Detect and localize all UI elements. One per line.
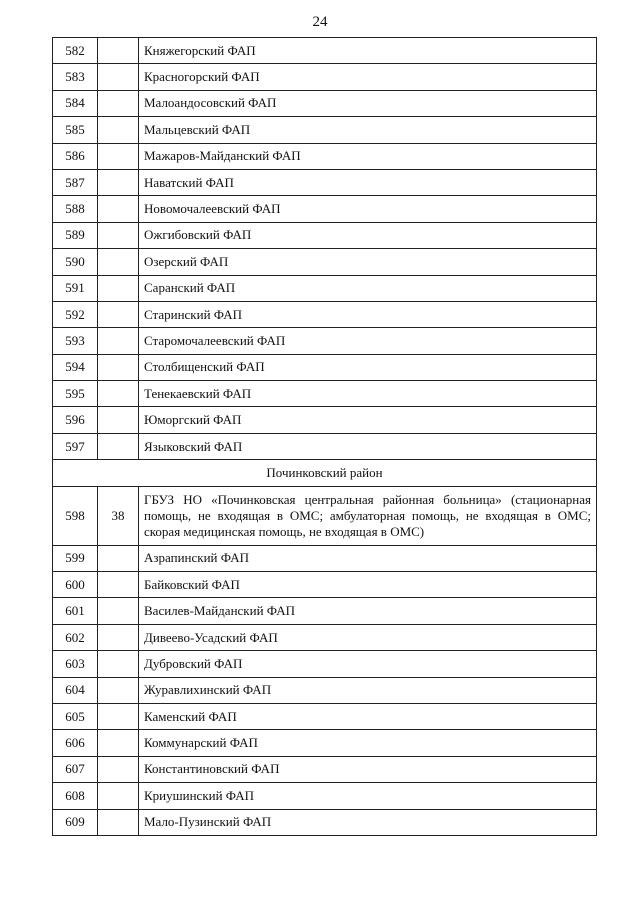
table-row — [53, 756, 597, 782]
row-number: 601 — [53, 598, 98, 624]
row-number: 600 — [53, 572, 98, 598]
row-name: Журавлихинский ФАП — [139, 677, 597, 703]
table-row — [53, 572, 597, 598]
row-code — [98, 545, 139, 571]
row-code — [98, 222, 139, 248]
row-name: ГБУЗ НО «Починковская центральная районная больница» (стационарная помощь, не входящая в ОМС; амбулаторная помощь, не входящая в ОМС; скорая медицинская помощь, не входящая в ОМС) — [139, 486, 597, 545]
row-code — [98, 143, 139, 169]
row-code: 38 — [98, 486, 139, 545]
table-body-bottom — [53, 545, 597, 835]
row-name: Мажаров-Майданский ФАП — [139, 143, 597, 169]
table-row — [53, 222, 597, 248]
row-number: 594 — [53, 354, 98, 380]
row-name: Каменский ФАП — [139, 703, 597, 729]
row-number: 583 — [53, 64, 98, 90]
table-row — [53, 301, 597, 327]
row-number: 587 — [53, 169, 98, 195]
row-number: 590 — [53, 249, 98, 275]
table-row — [53, 328, 597, 354]
row-code — [98, 249, 139, 275]
row-number: 596 — [53, 407, 98, 433]
row-code — [98, 730, 139, 756]
row-number: 589 — [53, 222, 98, 248]
row-code — [98, 169, 139, 195]
row-name: Азрапинский ФАП — [139, 545, 597, 571]
row-code — [98, 677, 139, 703]
row-code — [98, 624, 139, 650]
row-number: 609 — [53, 809, 98, 835]
row-number: 586 — [53, 143, 98, 169]
row-code — [98, 90, 139, 116]
row-number: 582 — [53, 38, 98, 64]
row-number: 606 — [53, 730, 98, 756]
table-row — [53, 486, 597, 545]
section-header-row — [53, 460, 597, 486]
row-code — [98, 809, 139, 835]
row-code — [98, 38, 139, 64]
row-name: Криушинский ФАП — [139, 783, 597, 809]
row-code — [98, 196, 139, 222]
row-code — [98, 433, 139, 459]
table-row — [53, 117, 597, 143]
table-row — [53, 354, 597, 380]
row-number: 597 — [53, 433, 98, 459]
row-name: Коммунарский ФАП — [139, 730, 597, 756]
facility-table — [52, 37, 597, 836]
table-row — [53, 433, 597, 459]
row-number: 599 — [53, 545, 98, 571]
row-code — [98, 328, 139, 354]
table-row — [53, 624, 597, 650]
row-name: Княжегорский ФАП — [139, 38, 597, 64]
page-number: 24 — [312, 14, 328, 30]
row-number: 591 — [53, 275, 98, 301]
row-number: 584 — [53, 90, 98, 116]
row-name: Малоандосовский ФАП — [139, 90, 597, 116]
row-code — [98, 275, 139, 301]
row-number: 592 — [53, 301, 98, 327]
row-code — [98, 783, 139, 809]
row-code — [98, 703, 139, 729]
table-row — [53, 196, 597, 222]
row-name: Дивеево-Усадский ФАП — [139, 624, 597, 650]
table-row — [53, 783, 597, 809]
table-row — [53, 730, 597, 756]
row-code — [98, 598, 139, 624]
row-number: 604 — [53, 677, 98, 703]
row-name: Василев-Майданский ФАП — [139, 598, 597, 624]
table-row — [53, 249, 597, 275]
row-code — [98, 117, 139, 143]
row-code — [98, 301, 139, 327]
row-name: Юморгский ФАП — [139, 407, 597, 433]
table-row — [53, 598, 597, 624]
table-row — [53, 677, 597, 703]
table-row — [53, 275, 597, 301]
table-row — [53, 545, 597, 571]
table-row — [53, 64, 597, 90]
row-name: Мало-Пузинский ФАП — [139, 809, 597, 835]
row-code — [98, 572, 139, 598]
row-name: Языковский ФАП — [139, 433, 597, 459]
row-number: 603 — [53, 651, 98, 677]
row-number: 602 — [53, 624, 98, 650]
table-row — [53, 381, 597, 407]
table-row — [53, 38, 597, 64]
row-name: Байковский ФАП — [139, 572, 597, 598]
row-number: 607 — [53, 756, 98, 782]
row-name: Столбищенский ФАП — [139, 354, 597, 380]
row-name: Ожгибовский ФАП — [139, 222, 597, 248]
row-code — [98, 354, 139, 380]
table-row — [53, 651, 597, 677]
row-code — [98, 756, 139, 782]
row-code — [98, 381, 139, 407]
section-body — [53, 460, 597, 545]
row-name: Красногорский ФАП — [139, 64, 597, 90]
section-title: Починковский район — [53, 460, 597, 486]
row-number: 585 — [53, 117, 98, 143]
row-name: Новомочалеевский ФАП — [139, 196, 597, 222]
row-code — [98, 64, 139, 90]
row-name: Тенекаевский ФАП — [139, 381, 597, 407]
row-name: Дубровский ФАП — [139, 651, 597, 677]
table-row — [53, 809, 597, 835]
table-row — [53, 169, 597, 195]
row-name: Озерский ФАП — [139, 249, 597, 275]
row-number: 598 — [53, 486, 98, 545]
row-name: Старинский ФАП — [139, 301, 597, 327]
row-name: Саранский ФАП — [139, 275, 597, 301]
table-row — [53, 90, 597, 116]
row-number: 595 — [53, 381, 98, 407]
row-code — [98, 651, 139, 677]
row-number: 588 — [53, 196, 98, 222]
row-name: Старомочалеевский ФАП — [139, 328, 597, 354]
row-number: 605 — [53, 703, 98, 729]
row-name: Константиновский ФАП — [139, 756, 597, 782]
table-body-top — [53, 38, 597, 460]
row-name: Наватский ФАП — [139, 169, 597, 195]
table-row — [53, 703, 597, 729]
table-row — [53, 143, 597, 169]
row-number: 608 — [53, 783, 98, 809]
row-name: Мальцевский ФАП — [139, 117, 597, 143]
table-row — [53, 407, 597, 433]
row-number: 593 — [53, 328, 98, 354]
row-code — [98, 407, 139, 433]
